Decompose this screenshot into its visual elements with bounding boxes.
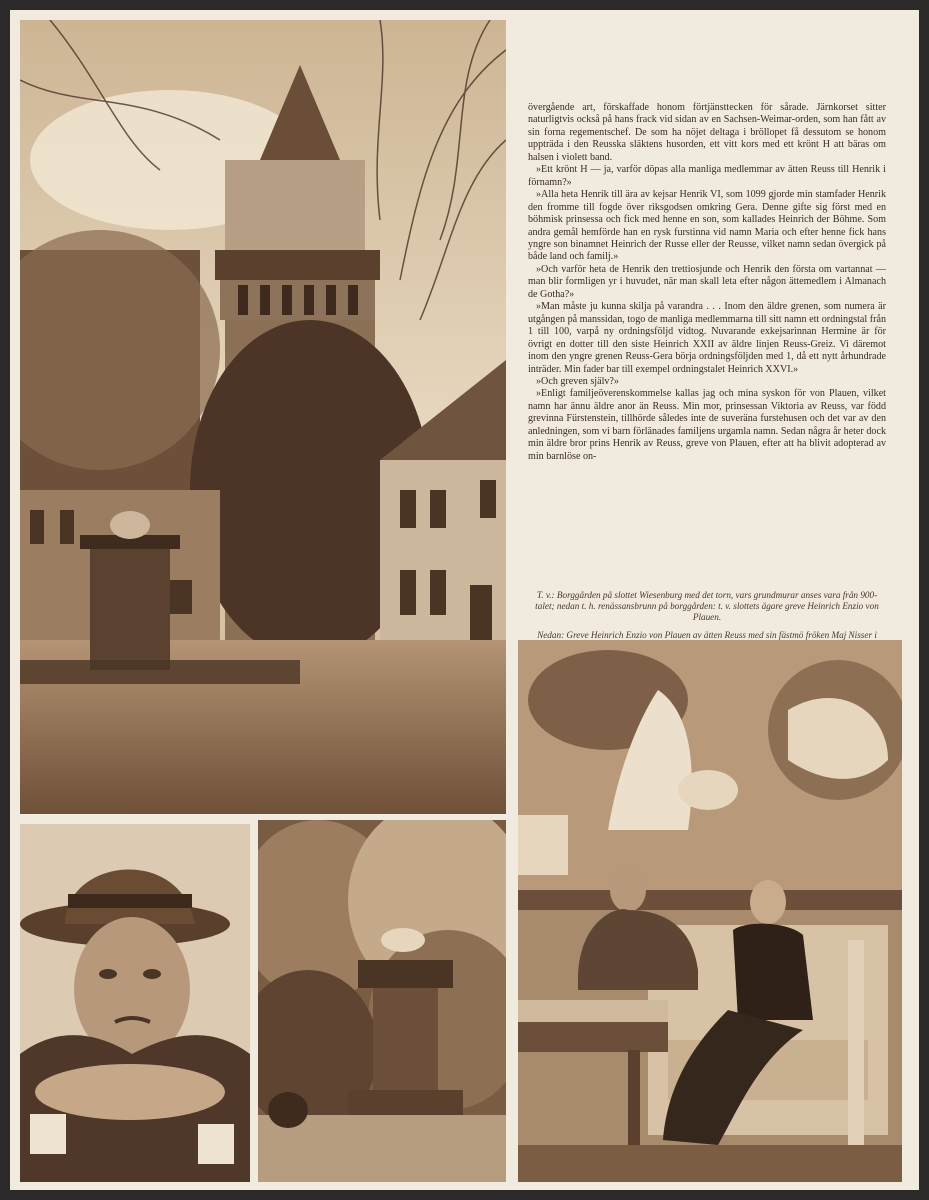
caption-bottom: Nedan: Greve Heinrich Enzio von Plauen av ätten Reuss med sin fästmö fröken Maj Nisser i [537, 630, 877, 640]
fountain-photo [258, 820, 506, 1182]
article-paragraph: »Och greven själv?» [536, 375, 619, 387]
article-paragraph: »Och varför heta de Henrik den trettiosjunde och Henrik den första om vartannat — man blir formligen yr i huvudet, när man skall leta efter någon ättemedlem i Almanach de Gotha?» [528, 263, 886, 300]
article-text [528, 102, 886, 463]
portrait-photo [20, 824, 250, 1182]
magazine-page [10, 10, 919, 1190]
couple-tapestry-photo [518, 640, 902, 1182]
article-paragraph: »Enligt familjeöverenskommelse kallas jag och mina syskon för von Plauen, vilket namn har ännu äldre anor än Reuss. Min mor, prinsessan Viktoria av Reuss, var född grevinna Fürstenstein, tillhörde således inte de suveräna furstehusen och det var av den anledningen, som vi barn förlänades familjens urgamla namn. Sedan några år heter dock min äldre bror prins Henrik av Reuss, greve von Plauen, efter att ha blivit adopterad av min barnlöse on- [528, 388, 886, 462]
castle-tower-photo [20, 20, 506, 814]
caption-top: T. v.: Borggården på slottet Wiesenburg med det torn, vars grundmurar anses vara från 900-talet; nedan t. h. renässansbrunn på borggården: t. v. slottets ägare greve Heinrich Enzio von Plauen. [535, 590, 879, 623]
article-paragraph: övergående art, förskaffade honom förtjänsttecken för sårade. Järnkorset sitter naturligtvis också på hans frack vid sidan av en Sachsen-Weimar-orden, som han fått av sin forna regementschef. De som ha nöjet deltaga i bröllopet få dessutom se honom uppträda i den Reusska släktens husorden, ett vitt kors med ett krönt H att bäras om halsen i violett band. [528, 102, 886, 163]
article-paragraph: »Man måste ju kunna skilja på varandra . . . Inom den äldre grenen, som numera är utgången på manssidan, togo de manliga medlemmarna till sitt namn ett ordningstal från 1 till 100, varpå ny ordningsföljd vidtog. Nuvarande exkejsarinnan Hermine är för övrigt en dotter till den siste Heinrich XXII av äldre linjen Reuss-Greiz. Vi däremot inom den yngre grenen Reuss-Gera börja ordningsföljden med 1, då ett nytt århundrade inträder. Min fader bar till exempel ordningstalet Heinrich XXVI.» [528, 301, 886, 375]
article-paragraph: »Ett krönt H — ja, varför döpas alla manliga medlemmar av ätten Reuss till Henrik i förnamn?» [528, 164, 886, 188]
article-paragraph: »Alla heta Henrik till ära av kejsar Henrik VI, som 1099 gjorde min stamfader Henrik den fromme till fogde över riksgodsen omkring Gera. Denne gifte sig först med en böhmisk prinsessa och fick med henne en son, som kallades Heinrich der Böhme. Som andra gemål hemförde han en rysk furstinna vid namn Maria och efter henne fick hans yngre son binamnet Heinrich der Russe eller der Reusse, vilket namn sedan övergick på både land och familj.» [528, 189, 886, 263]
